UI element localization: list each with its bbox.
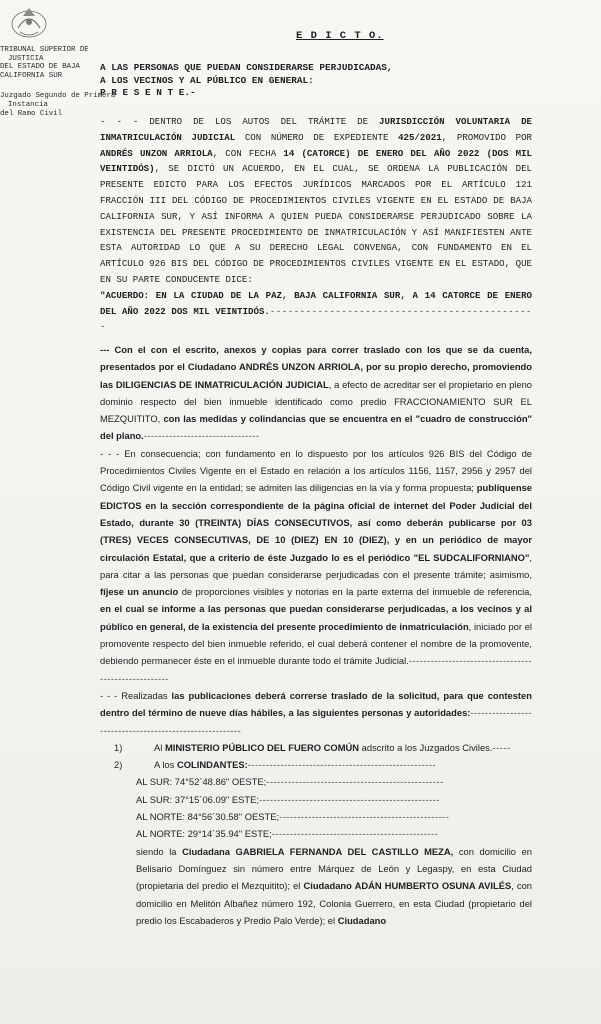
text: , SE DICTÓ UN ACUERDO, EN EL CUAL, SE ORDENA LA PUBLICACIÓN DEL PRESENTE EDICTO PARA LOS EFECTOS JURÍDICOS MARCADOS POR EL ARTÍCULO 121 FRACCIÓN III DEL CÓDIGO DE PROCEDIMIENTOS CIVILES VIGENTE EN EL ESTADO DE BAJA CALIFORNIA SUR, Y ASÍ INFORMA A QUIEN PUEDA CONSIDERARSE PERJUDICADO SOBRE LA EXISTENCIA DEL PRESENTE PROCEDIMIENTO DE INMATRICULACIÓN Y ASÍ MANIFIESTEN ANTE ESTA AUTORIDAD LO QUE A SU DERECHO LEGAL CONVENGA, CON FUNDAMENTO EN EL ARTÍCULO 926 BIS DEL CÓDIGO DE PROCEDIMIENTOS CIVILES VIGENTE EN EL ESTADO, QUE EN SU PARTE CONDUCENTE DICE: [100,163,532,285]
text: las publicaciones deberá correrse traslado de la solicitud, para que contesten dentro del término de nueve días hábiles, a las siguientes personas y autoridades: [100,689,532,719]
text: A los [154,759,177,771]
text: , con domicilio en Melitón Albañez número 192, Colonia Guerrero, en esta Ciudad (propietario del predio los Escabaderos y Predio Palo Verde); el [136,880,533,926]
dash-filler: --------------------------------------------- [100,305,532,333]
list-item [100,739,532,756]
text: Al [154,741,165,753]
text: JURISDICCIÓN VOLUNTARIA DE INMATRICULACIÓN JUDICIAL [100,116,532,143]
text: ANDRÉS UNZON ARRIOLA [239,361,361,373]
text: AL NORTE: 84°56´30.58" OESTE; [136,811,280,823]
text: AL NORTE: 29°14´35.94" ESTE; [136,828,272,840]
boundary-coordinate [100,773,532,790]
text: , PROMOVIDO POR [441,131,532,143]
text: - - - En consecuencia; con fundamento en lo dispuesto por los artículos 926 BIS del Código de Procedimientos Civiles Vigente en el Estado en relación a los artículos 1156, 1157, 2956 y 2957 del Código Civil vigente en la entidad; se admiten las diligencias en la vía y forma propuesta; [100,447,532,494]
dash-filler: ---------------------------------------------- [271,828,439,840]
text: fíjese un anuncio [100,586,179,598]
text: CON NÚMERO DE EXPEDIENTE [235,131,399,143]
text: AL SUR: 74°52´48.86" OESTE; [136,776,267,788]
text: de proporciones visibles y notorias en la parte externa del inmueble de referencia, [178,586,533,598]
text: adscrito a los Juzgados Civiles. [359,741,493,753]
text: siendo la [136,845,183,857]
paragraph-1 [100,114,532,288]
text: 14 (CATORCE) DE ENERO DEL AÑO 2022 (DOS MIL VEINTIDÓS) [100,147,532,175]
text: --- Con el con el escrito, anexos y copias para correr traslado con los que se da cuenta, presentados por el Ciudadano [100,344,532,373]
dash-filler: ----------------------------------------------- [279,811,450,823]
text: COLINDANTES: [176,759,248,771]
court-line: DEL ESTADO DE BAJA [0,63,80,72]
text: ANDRÉS UNZON ARRIOLA [100,147,213,159]
paragraph-5 [100,843,532,929]
dash-filler: -------------------------------------------------- [258,793,441,805]
paragraph-4 [100,687,532,739]
paragraph-2 [100,341,532,445]
addressees [100,62,393,100]
text: , CON FECHA [212,147,284,159]
text: Ciudadano [337,914,387,926]
text: con domicilio en Belisario Domínguez sin número entre Márquez de León y Legaspy, en esta Ciudad (propietaria del predio el Mezquitito); el [136,845,533,892]
court-line: Juzgado Segundo de Primera [0,92,116,101]
text: "ACUERDO: EN LA CIUDAD DE LA PAZ, BAJA CALIFORNIA SUR, A 14 CATORCE DE ENERO DEL AÑO 2022 DOS MIL VEINTIDÓS. [100,289,532,317]
list-number: 2) [114,759,123,771]
text: , a efecto de acreditar ser el propietario en pleno dominio respecto del bien inmueble identificado como predio FRACCIONAMIENTO SUR EL MEZQUITITO, [100,378,533,425]
text: Ciudadano ADÁN HUMBERTO OSUNA AVILÉS [303,880,512,892]
dash-filler: ---------------------------------------------------- [247,759,437,771]
court-line: JUSTICIA [8,54,44,63]
list-number: 1) [114,741,123,753]
recipients-list [100,739,532,774]
dash-filler: -------------------------------- [143,430,260,442]
court-line: CALIFORNIA SUR [0,71,63,80]
text: con las medidas y colindancias que se encuentra en el "cuadro de construcción" del plano. [100,413,532,442]
text: AL SUR: 37°15´06.09" ESTE; [136,793,259,805]
dash-filler: -------------------------------------------------------- [100,707,532,736]
edict-body [100,341,532,929]
text: en el cual se informe a las personas que puedan considerarse perjudicadas, a los vecinos y al público en general, de la existencia del presente procedimiento de inmatriculación [100,603,532,632]
text: - - - DENTRO DE LOS AUTOS DEL TRÁMITE DE [100,116,380,127]
addressee-line: A LOS VECINOS Y AL PÚBLICO EN GENERAL: [100,74,314,86]
text: - - - Realizadas [100,689,172,701]
text: MINISTERIO PÚBLICO DEL FUERO COMÚN [164,741,360,753]
coat-of-arms-seal [6,2,52,42]
text: , iniciado por el promovente respecto del bien inmueble referido, el cual deberá contener el nombre de la promovente, debiendo permanecer éste en el inmueble durante todo el trámite Judicial. [100,620,532,667]
dash-filler: ----------------------------------------------------- [100,655,532,684]
court-line: Instancia [8,100,48,109]
document-title: E D I C T O. [296,30,384,42]
text: , por su propio derecho, promoviendo las [100,361,532,390]
edict-body-uppercase [100,114,532,335]
text: 425/2021 [398,131,442,143]
dash-filler: ------------------------------------------------- [266,776,444,788]
paragraph-3 [100,445,532,687]
boundary-coordinate [100,791,532,808]
dash-filler: ----- [492,741,511,753]
list-item [100,756,532,773]
text: DILIGENCIAS DE INMATRICULACIÓN JUDICIAL [115,378,329,390]
boundary-coordinate [100,825,532,842]
text: , para citar a las personas que puedan considerarse perjudicadas con el presente trámite; asimismo, [100,551,532,580]
agreement-heading [100,288,532,335]
text: Ciudadana GABRIELA FERNANDA DEL CASTILLO MEZA, [182,845,454,857]
boundary-coordinate [100,808,532,825]
addressee-line: A LAS PERSONAS QUE PUEDAN CONSIDERARSE PERJUDICADAS, [100,62,393,73]
court-header [0,46,116,118]
text: publíquense EDICTOS en la sección correspondiente de la página oficial de internet del Poder Judicial del Estado, durante 30 (TREINTA) DÍAS CONSECUTIVOS, así como deberán publicarse por 03 (TRES) VECES CONSECUTIVAS, DE 10 (DIEZ) EN 10 (DIEZ), y en un periódico de mayor circulación Estatal, que a criterio de éste Juzgado lo es el periódico "EL SUDCALIFORNIANO" [100,482,532,563]
court-line: TRIBUNAL SUPERIOR DE [0,46,89,54]
addressee-line: P R E S E N T E.- [100,87,196,99]
court-line: del Ramo Civil [0,109,63,118]
